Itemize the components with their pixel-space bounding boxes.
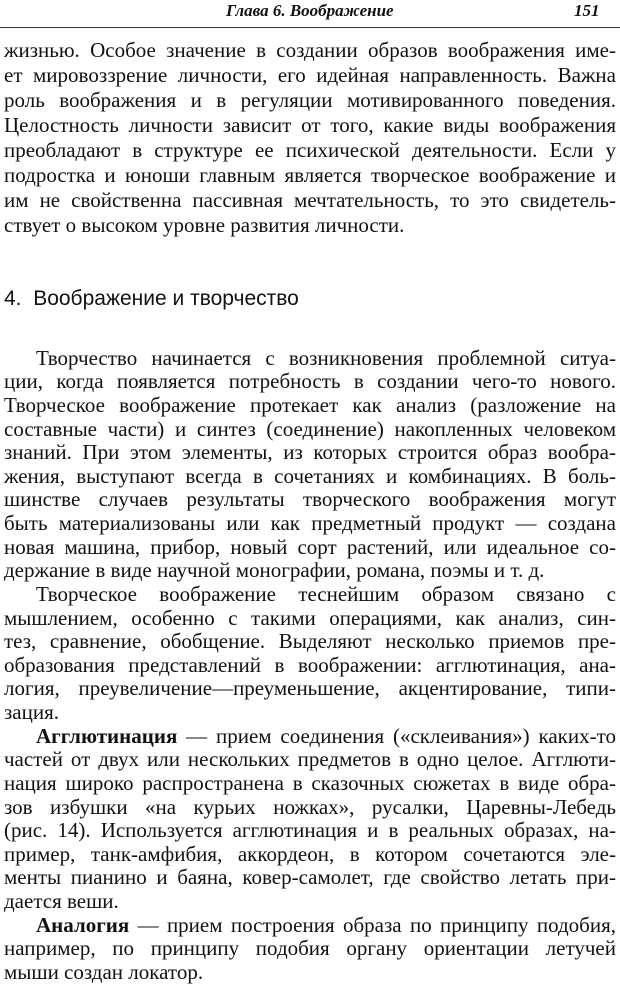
text-line bbox=[36, 913, 616, 937]
running-title: Глава 6. Воображение bbox=[226, 1, 394, 20]
term-definition: — прием построения образа по принципу подобия, bbox=[129, 913, 616, 937]
text-line: держание в виде научной монографии, романа, поэмы и т. д. bbox=[4, 558, 545, 582]
text-line: новая машина, прибор, новый сорт растений, или идеальное со- bbox=[4, 535, 616, 559]
page-header bbox=[0, 0, 620, 28]
term-agglutination: Агглютинация bbox=[36, 724, 178, 748]
page-number: 151 bbox=[574, 1, 600, 20]
text-line: им не свойственна пассивная мечтательность, то это свидетель- bbox=[4, 188, 616, 212]
text-line: тез, сравнение, обобщение. Выделяют несколько приемов пре- bbox=[4, 629, 616, 653]
text-line bbox=[36, 724, 616, 748]
text-line: (рис. 14). Используется агглютинация и в реальных образах, на- bbox=[4, 818, 616, 842]
text-line: нация широко распространена в сказочных сюжетах в виде обра- bbox=[4, 771, 616, 795]
text-line: пример, танк-амфибия, аккордеон, в котором сочетаются эле- bbox=[4, 842, 616, 866]
text-line: зация. bbox=[4, 700, 60, 724]
text-line: Целостность личности зависит от того, какие виды воображения bbox=[4, 113, 616, 137]
text-line: роль воображения и в регуляции мотивированного поведения. bbox=[4, 88, 616, 112]
term-definition: — прием соединения («склеивания») каких-то bbox=[177, 724, 616, 748]
text-line: логия, преувеличение—преуменьшение, акцентирование, типи- bbox=[4, 676, 616, 700]
text-line: подростка и юноши главным является творческое воображение и bbox=[4, 163, 616, 187]
text-line: знаний. При этом элементы, из которых строится образ вообра- bbox=[4, 440, 616, 464]
text-line: Творческое воображение теснейшим образом связано с bbox=[36, 582, 616, 606]
text-line: например, по принципу подобия органу ориентации летучей bbox=[4, 936, 616, 960]
section-number: 4. bbox=[4, 287, 22, 310]
text-line: Творческое воображение протекает как анализ (разложение на bbox=[4, 393, 616, 417]
text-line: мышлением, особенно с такими операциями, как анализ, син- bbox=[4, 606, 616, 630]
text-line: быть материализованы или как предметный продукт — создана bbox=[4, 511, 616, 535]
header-rule bbox=[0, 27, 620, 28]
text-line: дается веши. bbox=[4, 889, 119, 913]
section-title: Воображение и творчество bbox=[33, 287, 299, 310]
text-line: жизнью. Особое значение в создании образов воображения име- bbox=[4, 38, 616, 62]
text-line: жения, выступают всегда в сочетаниях и комбинациях. В боль- bbox=[4, 464, 616, 488]
text-line: образования представлений в воображении: агглютинация, ана- bbox=[4, 653, 616, 677]
section-heading bbox=[4, 286, 299, 312]
text-line: преобладают в структуре ее психической деятельности. Если у bbox=[4, 138, 616, 162]
term-analogy: Аналогия bbox=[36, 913, 130, 937]
text-line: составные части) и синтез (соединение) накопленных человеком bbox=[4, 417, 616, 441]
text-line: шинстве случаев результаты творческого воображения могут bbox=[4, 487, 616, 511]
text-line: ет мировоззрение личности, его идейная направленность. Важна bbox=[4, 63, 616, 87]
text-line: частей от двух или нескольких предметов в одно целое. Агглюти- bbox=[4, 747, 616, 771]
text-line: зов избушки «на курьих ножках», русалки, Царевны-Лебедь bbox=[4, 795, 616, 819]
text-line: ствует о высоком уровне развития личности. bbox=[4, 213, 405, 237]
text-line: Творчество начинается с возникновения проблемной ситуа- bbox=[36, 346, 616, 370]
text-line: ции, когда появляется потребность в создании чего-то нового. bbox=[4, 369, 616, 393]
text-line: менты пианино и баяна, ковер-самолет, где свойство летать при- bbox=[4, 865, 616, 889]
text-line: мыши создан локатор. bbox=[4, 960, 204, 984]
